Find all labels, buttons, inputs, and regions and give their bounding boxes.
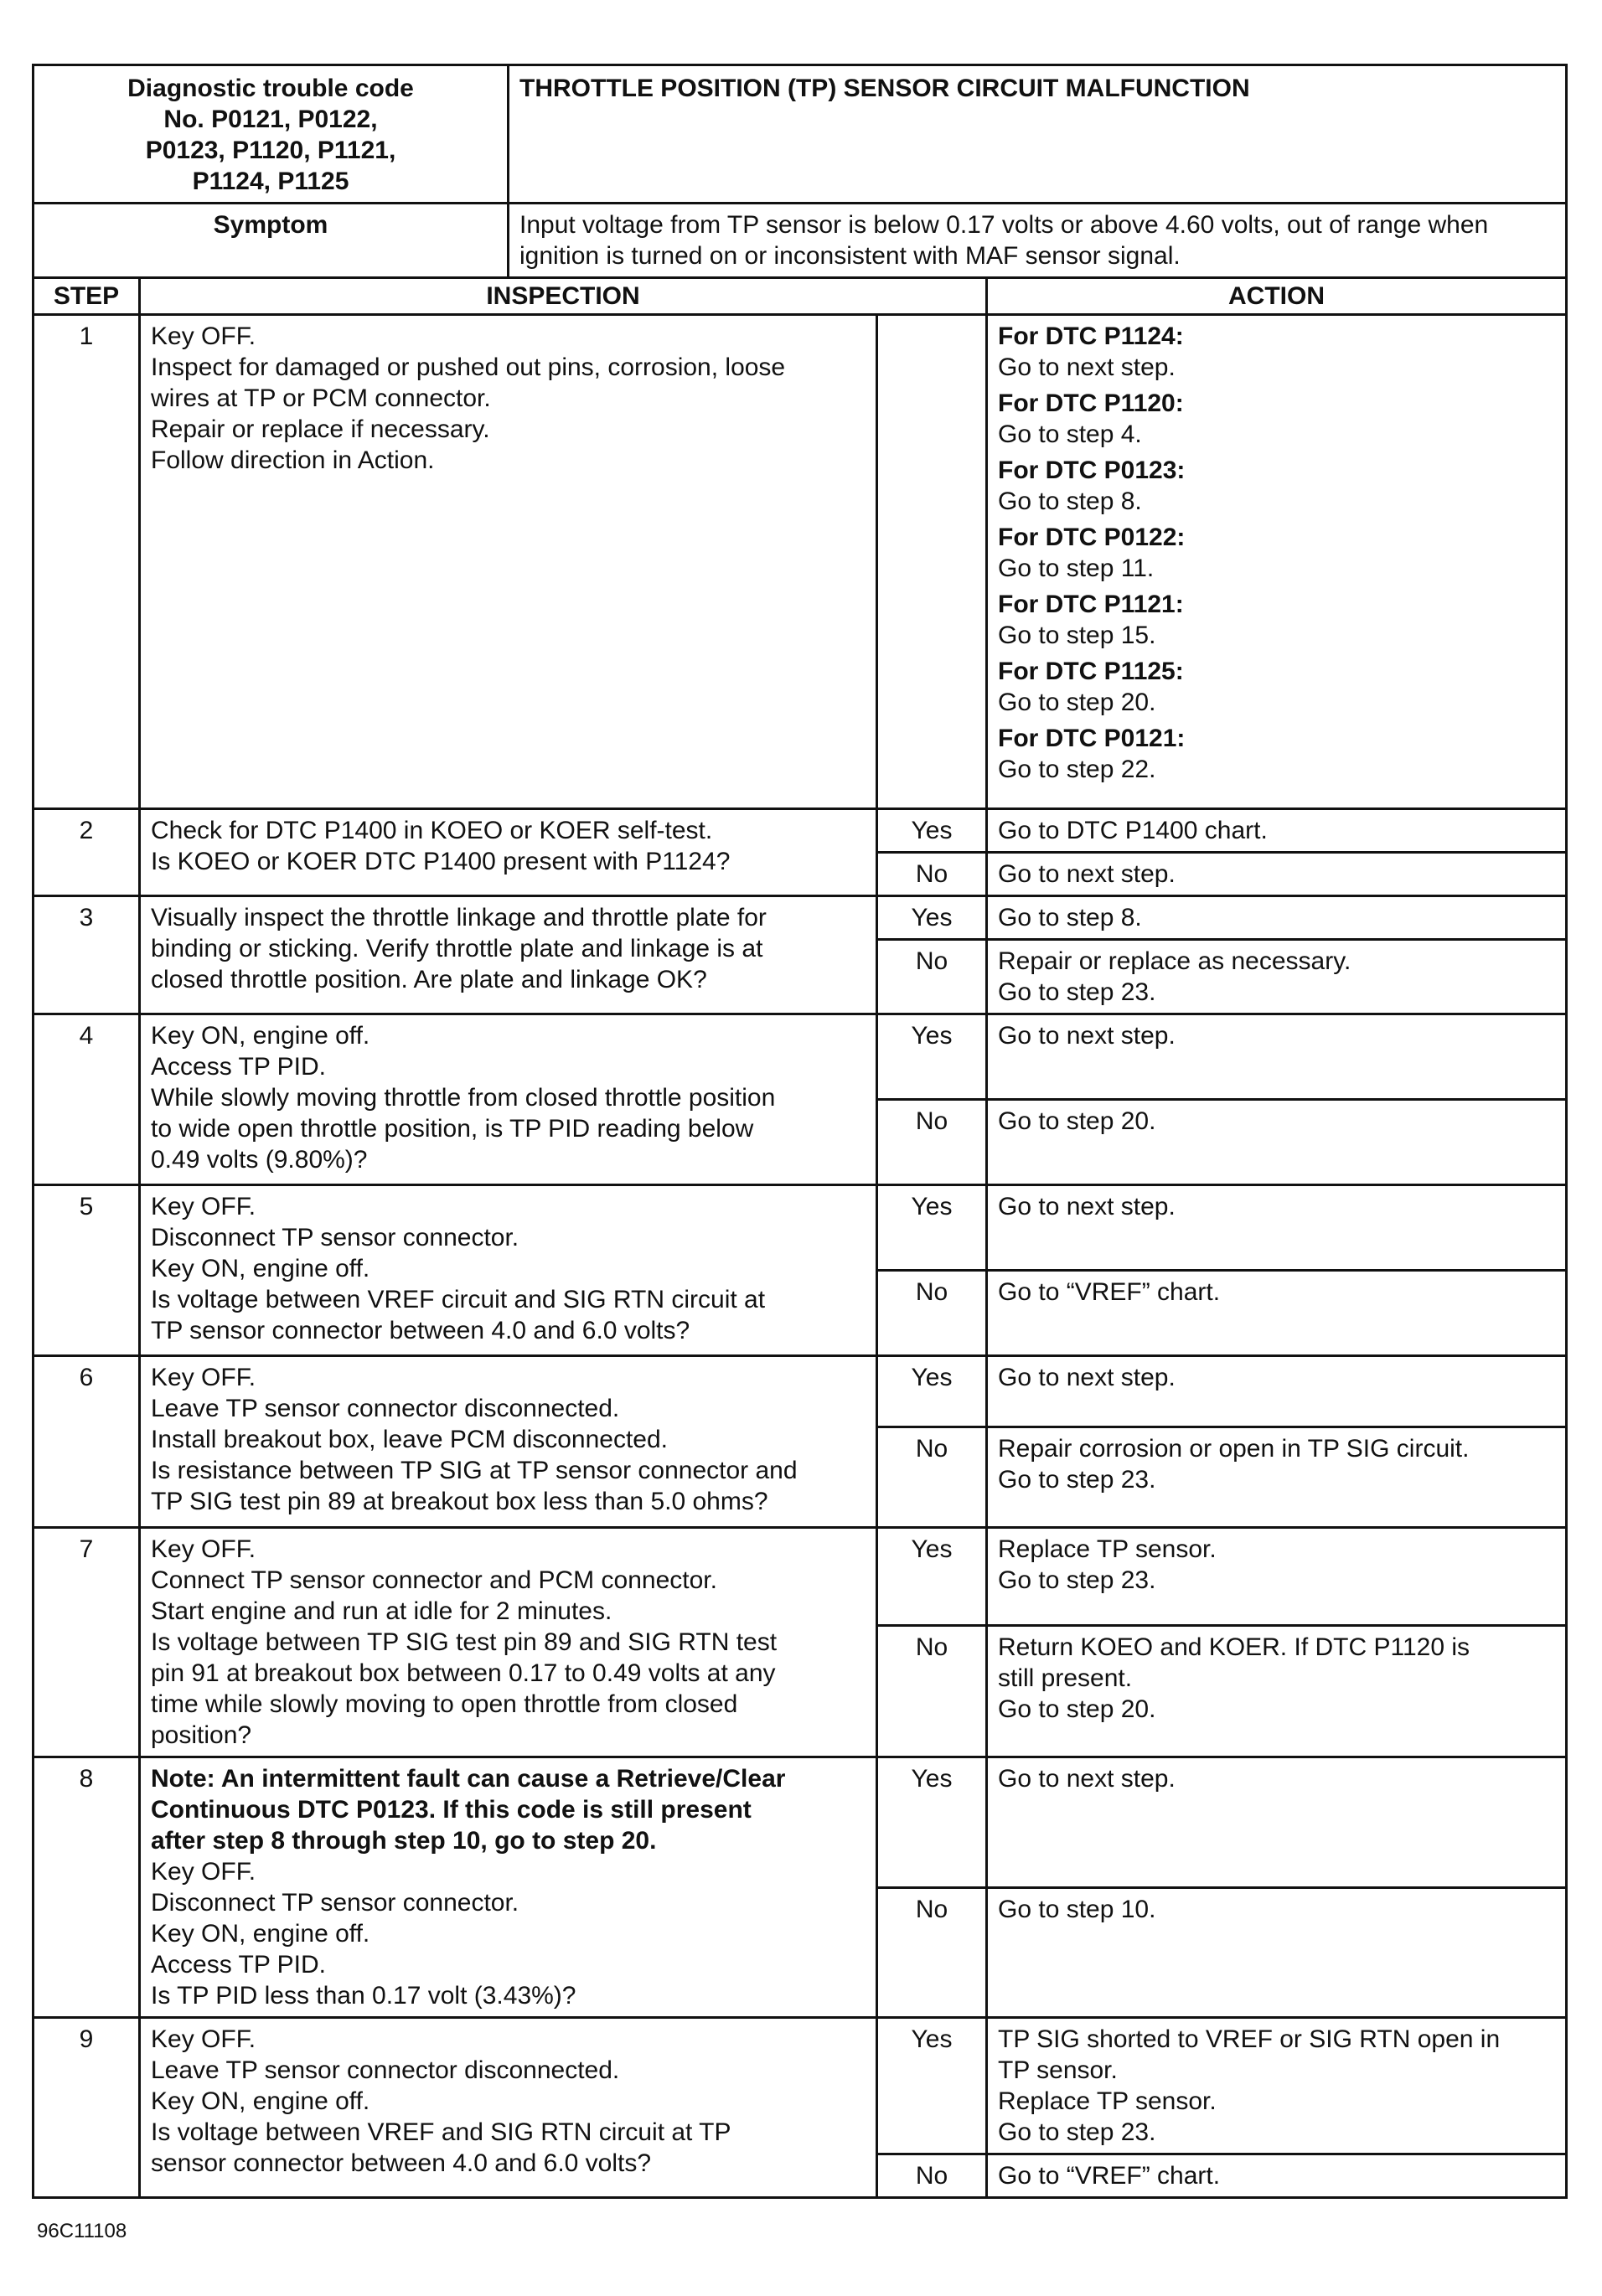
step-row-8-yes [34, 1757, 1567, 1888]
inspection-line: Key ON, engine off. [151, 1920, 370, 1948]
inspection-line: Key OFF. [151, 1364, 256, 1391]
action-line: Repair corrosion or open in TP SIG circuit. [998, 1435, 1470, 1463]
action-line: Replace TP sensor. [998, 2087, 1217, 2115]
step-row-4-yes [34, 1014, 1567, 1100]
dtc-branch-goto: Go to step 22. [998, 756, 1156, 783]
step-number: 4 [34, 1014, 140, 1185]
yes-label: Yes [877, 1528, 987, 1626]
dtc-branch-code: For DTC P1120: [998, 390, 1184, 417]
yes-label: Yes [877, 1014, 987, 1100]
dtc-branch [998, 455, 1555, 517]
inspection-line: wires at TP or PCM connector. [151, 384, 491, 412]
inspection-line: Inspect for damaged or pushed out pins, corrosion, loose [151, 353, 786, 381]
inspection-line: Key OFF. [151, 322, 256, 350]
inspection-line: 0.49 volts (9.80%)? [151, 1146, 368, 1174]
step-number: 2 [34, 809, 140, 896]
yes-action [987, 1356, 1567, 1427]
inspection-line: Leave TP sensor connector disconnected. [151, 1395, 620, 1422]
no-action [987, 1625, 1567, 1757]
column-header-inspection: INSPECTION [140, 278, 987, 315]
yes-action [987, 1185, 1567, 1271]
inspection-line: Key OFF. [151, 2025, 256, 2053]
step-row-6-yes [34, 1356, 1567, 1427]
inspection-line: Is voltage between VREF circuit and SIG RTN circuit at [151, 1286, 766, 1313]
yes-action [987, 2018, 1567, 2154]
yes-label: Yes [877, 1356, 987, 1427]
symptom-line: Input voltage from TP sensor is below 0.17 volts or above 4.60 volts, out of range when [519, 211, 1489, 239]
inspection-line: Visually inspect the throttle linkage and throttle plate for [151, 904, 767, 931]
action-line: Go to step 23. [998, 978, 1156, 1006]
step-number: 9 [34, 2018, 140, 2198]
inspection-line: TP sensor connector between 4.0 and 6.0 volts? [151, 1317, 690, 1344]
step-number: 5 [34, 1185, 140, 1356]
inspection-line: to wide open throttle position, is TP PID reading below [151, 1115, 754, 1143]
dtc-branch [998, 522, 1555, 584]
step-action [987, 315, 1567, 809]
symptom-row [34, 204, 1567, 278]
action-line: Replace TP sensor. [998, 1535, 1217, 1563]
step-row-3-yes [34, 896, 1567, 940]
no-action [987, 1271, 1567, 1356]
inspection-line: Install breakout box, leave PCM disconnected. [151, 1426, 669, 1453]
no-action [987, 940, 1567, 1014]
dtc-branch-goto: Go to step 15. [998, 622, 1156, 649]
action-line: Go to DTC P1400 chart. [998, 817, 1268, 844]
step-inspection [140, 1014, 877, 1185]
inspection-line: Key ON, engine off. [151, 1255, 370, 1282]
no-label: No [877, 1271, 987, 1356]
dtc-branch [998, 723, 1555, 785]
step-inspection [140, 896, 877, 1014]
inspection-line: Is KOEO or KOER DTC P1400 present with P1124? [151, 848, 731, 875]
inspection-line: Disconnect TP sensor connector. [151, 1224, 519, 1251]
inspection-line: Access TP PID. [151, 1053, 326, 1081]
dtc-branch-goto: Go to step 11. [998, 555, 1155, 582]
diagnostic-chart [32, 64, 1565, 2199]
yes-label: Yes [877, 1185, 987, 1271]
action-line: Go to step 8. [998, 904, 1142, 931]
dtc-branch-code: For DTC P0121: [998, 725, 1186, 752]
action-line: Go to step 20. [998, 1107, 1156, 1135]
step-number: 8 [34, 1757, 140, 2018]
step-inspection [140, 2018, 877, 2198]
no-label: No [877, 2154, 987, 2198]
dtc-code-cell [34, 65, 509, 204]
action-line: Go to step 23. [998, 1466, 1156, 1494]
action-line: Go to next step. [998, 1022, 1176, 1050]
diagnostic-table [32, 64, 1568, 2199]
dtc-branch [998, 656, 1555, 718]
dtc-code-line: Diagnostic trouble code [127, 75, 414, 102]
column-header-step: STEP [34, 278, 140, 315]
inspection-line: binding or sticking. Verify throttle plate and linkage is at [151, 935, 763, 962]
action-line: Go to “VREF” chart. [998, 1278, 1221, 1306]
dtc-branch-goto: Go to step 8. [998, 488, 1142, 515]
action-line: Go to step 23. [998, 2118, 1156, 2146]
no-action [987, 1427, 1567, 1528]
step-number: 3 [34, 896, 140, 1014]
no-action [987, 1887, 1567, 2018]
yes-label: Yes [877, 2018, 987, 2154]
yes-label: Yes [877, 896, 987, 940]
action-line: Go to step 20. [998, 1695, 1156, 1723]
step-row-2-yes [34, 809, 1567, 853]
inspection-line: Is resistance between TP SIG at TP sensor connector and [151, 1457, 798, 1484]
step-inspection [140, 1528, 877, 1757]
yes-no-cell-empty [877, 315, 987, 809]
dtc-branch-goto: Go to step 4. [998, 421, 1142, 448]
no-label: No [877, 1887, 987, 2018]
column-header-action: ACTION [987, 278, 1567, 315]
inspection-line: Connect TP sensor connector and PCM connector. [151, 1566, 717, 1594]
action-line: Go to next step. [998, 1364, 1176, 1391]
step-inspection [140, 1185, 877, 1356]
action-line: still present. [998, 1664, 1133, 1692]
yes-action [987, 809, 1567, 853]
yes-action [987, 1528, 1567, 1626]
action-line: Go to next step. [998, 1193, 1176, 1220]
yes-action [987, 1014, 1567, 1100]
no-action [987, 853, 1567, 896]
dtc-branch-code: For DTC P0122: [998, 524, 1186, 551]
step-row-9-yes [34, 2018, 1567, 2154]
inspection-line: Is voltage between TP SIG test pin 89 and SIG RTN test [151, 1628, 778, 1656]
step-row-7-yes [34, 1528, 1567, 1626]
dtc-branch [998, 321, 1555, 383]
figure-code: 96C11108 [37, 2220, 127, 2242]
inspection-line: Access TP PID. [151, 1951, 326, 1979]
dtc-branch [998, 589, 1555, 651]
inspection-note-line: Note: An intermittent fault can cause a Retrieve/Clear [151, 1765, 786, 1793]
inspection-line: Leave TP sensor connector disconnected. [151, 2056, 620, 2084]
step-row-5-yes [34, 1185, 1567, 1271]
inspection-note-line: Continuous DTC P0123. If this code is still present [151, 1796, 752, 1824]
inspection-line: pin 91 at breakout box between 0.17 to 0.49 volts at any [151, 1659, 776, 1687]
inspection-line: position? [151, 1721, 252, 1749]
action-line: Go to next step. [998, 1765, 1176, 1793]
action-line: Return KOEO and KOER. If DTC P1120 is [998, 1633, 1470, 1661]
no-label: No [877, 1100, 987, 1185]
yes-action [987, 896, 1567, 940]
dtc-branch-code: For DTC P1121: [998, 591, 1184, 618]
step-inspection [140, 809, 877, 896]
dtc-branch-code: For DTC P1124: [998, 322, 1184, 350]
inspection-line: While slowly moving throttle from closed throttle position [151, 1084, 776, 1112]
inspection-line: Key OFF. [151, 1858, 256, 1886]
dtc-code-line: P1124, P1125 [192, 168, 349, 195]
no-label: No [877, 1427, 987, 1528]
action-line: Go to “VREF” chart. [998, 2162, 1221, 2190]
dtc-code-line: No. P0121, P0122, [163, 106, 378, 133]
dtc-branch-goto: Go to step 20. [998, 689, 1156, 716]
symptom-line: ignition is turned on or inconsistent with MAF sensor signal. [519, 242, 1181, 270]
inspection-line: Start engine and run at idle for 2 minutes. [151, 1597, 612, 1625]
dtc-code-line: P0123, P1120, P1121, [145, 137, 396, 164]
step-number: 6 [34, 1356, 140, 1528]
step-row-1 [34, 315, 1567, 809]
inspection-line: Is TP PID less than 0.17 volt (3.43%)? [151, 1982, 576, 2010]
step-number: 7 [34, 1528, 140, 1757]
inspection-line: Is voltage between VREF and SIG RTN circuit at TP [151, 2118, 731, 2146]
symptom-label: Symptom [34, 204, 509, 278]
chart-title: THROTTLE POSITION (TP) SENSOR CIRCUIT MALFUNCTION [509, 65, 1567, 204]
yes-action [987, 1757, 1567, 1888]
inspection-line: Repair or replace if necessary. [151, 415, 490, 443]
inspection-line: time while slowly moving to open throttle from closed [151, 1690, 738, 1718]
action-line: Repair or replace as necessary. [998, 947, 1351, 975]
step-inspection [140, 1356, 877, 1528]
no-label: No [877, 1625, 987, 1757]
symptom-text [509, 204, 1567, 278]
header-row [34, 65, 1567, 204]
inspection-line: Key OFF. [151, 1193, 256, 1220]
inspection-line: closed throttle position. Are plate and linkage OK? [151, 966, 707, 993]
action-line: Go to step 23. [998, 1566, 1156, 1594]
step-inspection [140, 315, 877, 809]
yes-label: Yes [877, 1757, 987, 1888]
no-action [987, 1100, 1567, 1185]
inspection-line: TP SIG test pin 89 at breakout box less than 5.0 ohms? [151, 1488, 768, 1515]
dtc-branch-code: For DTC P0123: [998, 457, 1186, 484]
inspection-line: Key ON, engine off. [151, 1022, 370, 1050]
inspection-line: Key ON, engine off. [151, 2087, 370, 2115]
dtc-branch [998, 388, 1555, 450]
inspection-line: Follow direction in Action. [151, 446, 435, 474]
action-line: Go to step 10. [998, 1895, 1156, 1923]
inspection-note-line: after step 8 through step 10, go to step 20. [151, 1827, 657, 1855]
no-action [987, 2154, 1567, 2198]
inspection-line: Check for DTC P1400 in KOEO or KOER self-test. [151, 817, 713, 844]
no-label: No [877, 940, 987, 1014]
inspection-line: Disconnect TP sensor connector. [151, 1889, 519, 1917]
column-header-row [34, 278, 1567, 315]
inspection-line: sensor connector between 4.0 and 6.0 volts? [151, 2149, 652, 2177]
action-line: TP sensor. [998, 2056, 1118, 2084]
step-inspection [140, 1757, 877, 2018]
dtc-branch-goto: Go to next step. [998, 353, 1176, 381]
action-line: TP SIG shorted to VREF or SIG RTN open in [998, 2025, 1501, 2053]
inspection-line: Key OFF. [151, 1535, 256, 1563]
action-line: Go to next step. [998, 860, 1176, 888]
dtc-branch-code: For DTC P1125: [998, 658, 1184, 685]
step-number: 1 [34, 315, 140, 809]
no-label: No [877, 853, 987, 896]
yes-label: Yes [877, 809, 987, 853]
